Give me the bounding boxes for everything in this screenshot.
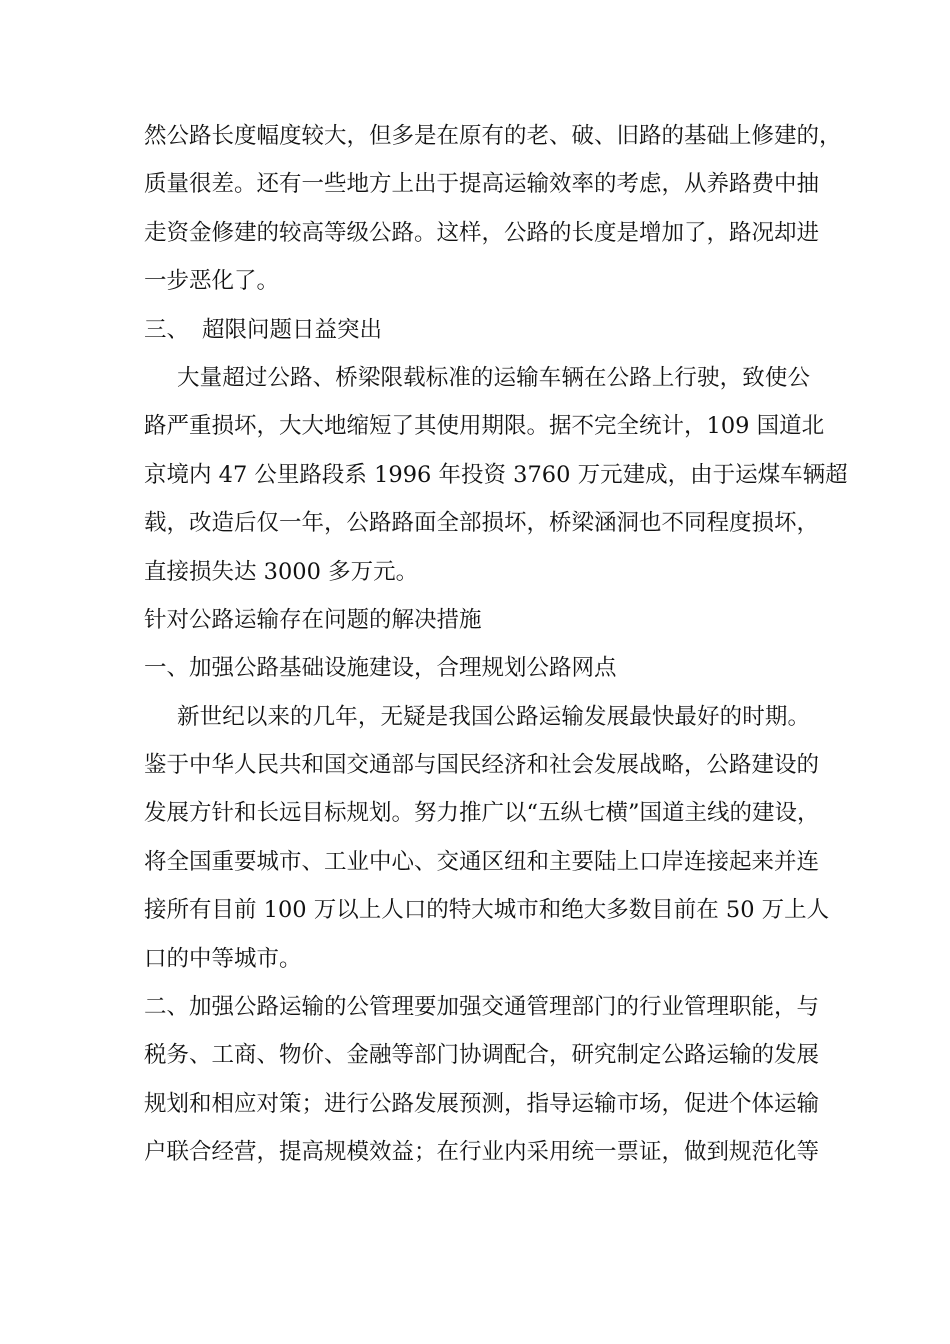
paragraph-line: 然公路长度幅度较大，但多是在原有的老、破、旧路的基础上修建的，	[144, 123, 842, 149]
paragraph-line: 接所有目前 100 万以上人口的特大城市和绝大多数目前在 50 万上人	[144, 897, 830, 924]
paragraph-line: 大量超过公路、桥梁限载标准的运输车辆在公路上行驶，致使公	[177, 364, 810, 391]
paragraph-line: 发展方针和长远目标规划。努力推广以“五纵七横”国道主线的建设，	[144, 800, 820, 827]
paragraph-line: 户联合经营，提高规模效益；在行业内采用统一票证，做到规范化等	[144, 1139, 820, 1166]
subsection-heading: 一、加强公路基础设施建设，合理规划公路网点	[144, 655, 617, 682]
paragraph-line: 一步恶化了。	[144, 268, 280, 295]
paragraph-line: 鉴于中华人民共和国交通部与国民经济和社会发展战略，公路建设的	[144, 752, 820, 779]
paragraph-line: 将全国重要城市、工业中心、交通区纽和主要陆上口岸连接起来并连	[144, 848, 820, 875]
section-heading: 针对公路运输存在问题的解决措施	[144, 606, 482, 633]
paragraph-line: 京境内 47 公里路段系 1996 年投资 3760 万元建成，由于运煤车辆超	[144, 461, 848, 488]
paragraph-line: 直接损失达 3000 多万元。	[144, 558, 419, 585]
paragraph-line: 质量很差。还有一些地方上出于提高运输效率的考虑，从养路费中抽	[144, 171, 820, 198]
paragraph-line: 口的中等城市。	[144, 945, 302, 972]
paragraph-line: 新世纪以来的几年，无疑是我国公路运输发展最快最好的时期。	[177, 703, 810, 730]
paragraph-line: 路严重损坏，大大地缩短了其使用期限。据不完全统计，109 国道北	[144, 413, 825, 440]
section-number: 三、	[144, 316, 190, 343]
paragraph-line: 二、加强公路运输的公管理要加强交通管理部门的行业管理职能，与	[144, 994, 820, 1021]
paragraph-line: 载，改造后仅一年，公路路面全部损坏，桥梁涵洞也不同程度损坏，	[144, 510, 820, 537]
section-title: 超限问题日益突出	[202, 316, 383, 343]
document-body	[144, 112, 848, 1177]
section-heading-three	[144, 306, 810, 354]
paragraph-line: 税务、工商、物价、金融等部门协调配合，研究制定公路运输的发展	[144, 1042, 820, 1069]
paragraph-line: 走资金修建的较高等级公路。这样，公路的长度是增加了，路况却进	[144, 219, 820, 246]
paragraph-line: 规划和相应对策；进行公路发展预测，指导运输市场，促进个体运输	[144, 1090, 820, 1117]
